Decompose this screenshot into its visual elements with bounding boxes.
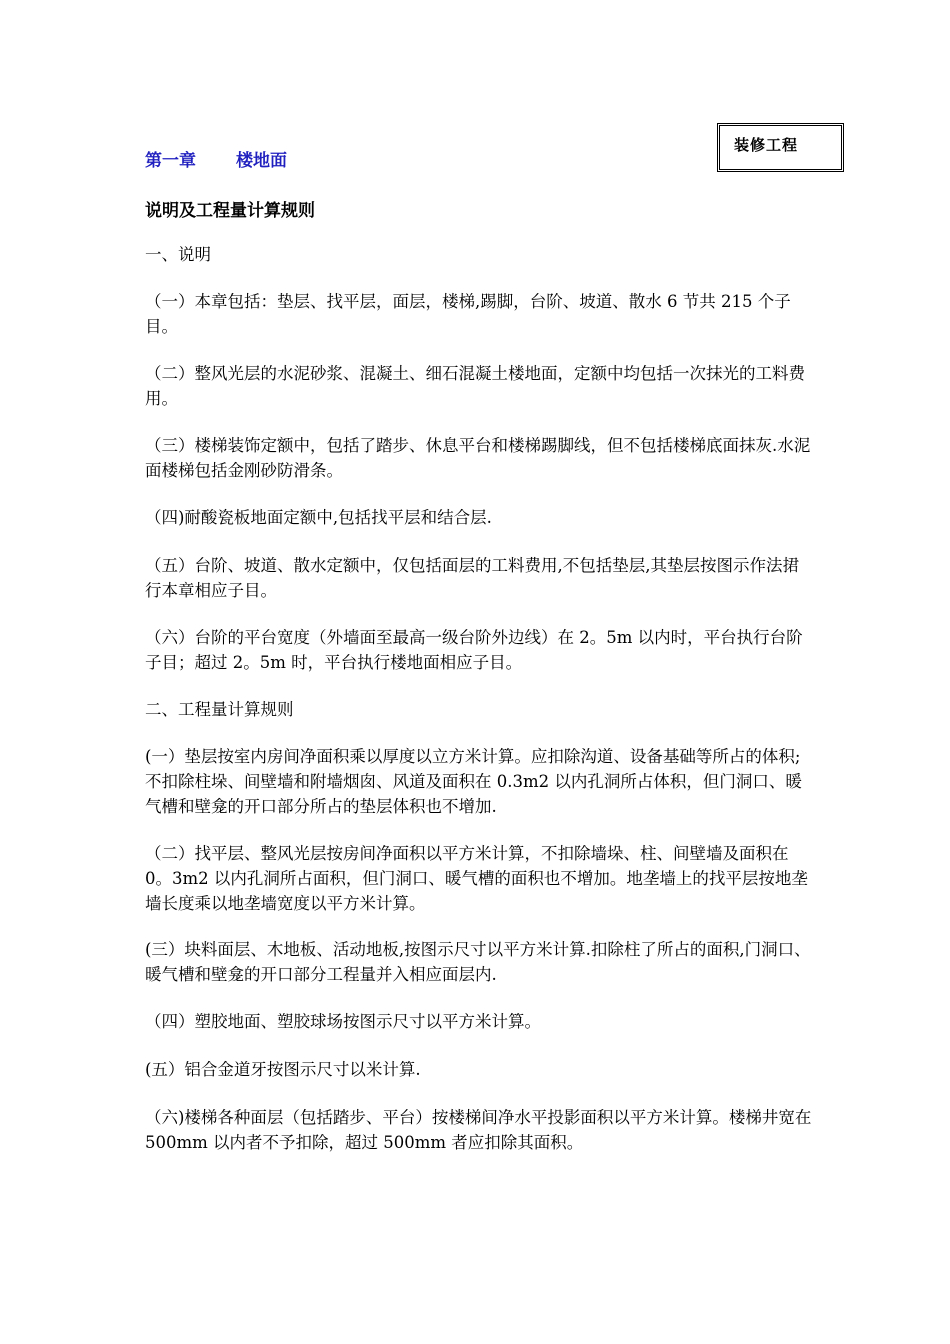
paragraph: (一）垫层按室内房间净面积乘以厚度以立方米计算。应扣除沟道、设备基础等所占的体积;不扣除柱垛、间壁墙和附墙烟囱、风道及面积在 0.3m2 以内孔洞所占体积，但门洞口、暖气槽和壁龛的开口部分所占的垫层体积也不增加. [145,747,802,816]
paragraph: (五）铝合金道牙按图示尺寸以米计算. [145,1060,421,1079]
paragraph: (三）块料面层、木地板、活动地板,按图示尺寸以平方米计算.扣除柱了所占的面积,门洞口、暖气槽和壁龛的开口部分工程量并入相应面层内. [145,940,811,984]
chapter-number: 第一章 [145,151,196,171]
chapter-heading [145,146,287,171]
heading-explanation: 一、说明 [145,245,211,264]
heading-rules: 二、工程量计算规则 [145,700,294,719]
paragraph: （四)耐酸瓷板地面定额中,包括找平层和结合层. [145,508,492,527]
paragraph: （六)楼梯各种面层（包括踏步、平台）按楼梯间净水平投影面积以平方米计算。楼梯井宽在 500mm 以内者不予扣除，超过 500mm 者应扣除其面积。 [145,1108,812,1152]
paragraph: （五）台阶、坡道、散水定额中，仅包括面层的工料费用,不包括垫层,其垫层按图示作法捃行本章相应子目。 [145,556,799,600]
category-tag: 装修工程 [734,136,799,154]
section-title: 说明及工程量计算规则 [145,201,315,221]
paragraph: （三）楼梯装饰定额中，包括了踏步、休息平台和楼梯踢脚线，但不包括楼梯底面抹灰.水泥面楼梯包括金刚砂防滑条。 [145,436,811,480]
paragraph: （六）台阶的平台宽度（外墙面至最高一级台阶外边线）在 2。5m 以内时，平台执行台阶子目；超过 2。5m 时，平台执行楼地面相应子目。 [145,628,803,672]
paragraph: （二）整风光层的水泥砂浆、混凝土、细石混凝土楼地面，定额中均包括一次抹光的工料费用。 [145,364,805,408]
category-tag-box [717,123,844,172]
paragraph: （四）塑胶地面、塑胶球场按图示尺寸以平方米计算。 [145,1012,541,1031]
paragraph: （一）本章包括：垫层、找平层，面层，楼梯,踢脚，台阶、坡道、散水 6 节共 215 个子目。 [145,292,791,336]
chapter-title: 楼地面 [236,151,287,171]
paragraph: （二）找平层、整风光层按房间净面积以平方米计算，不扣除墙垛、柱、间壁墙及面积在 0。3m2 以内孔洞所占面积，但门洞口、暖气槽的面积也不增加。地垄墙上的找平层按地垄墙长度乘以地垄墙宽度以平方米计算。 [145,844,808,913]
